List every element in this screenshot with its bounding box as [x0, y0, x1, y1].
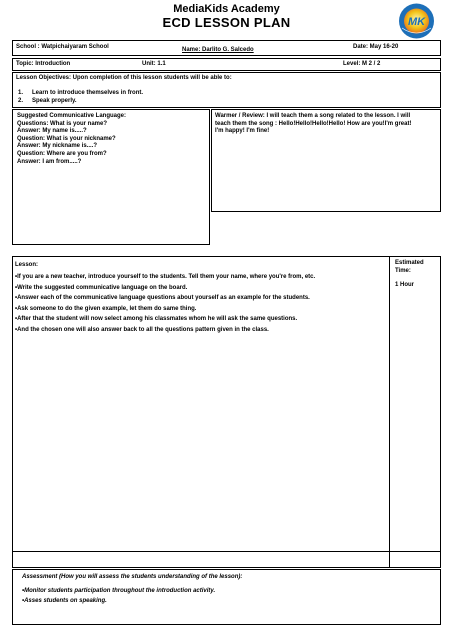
lesson-step: •Ask someone to do the given example, let them do same thing.	[15, 305, 197, 312]
level-field: Level: M 2 / 2	[343, 61, 381, 67]
school-field: School : Watpichaiyaram School	[16, 44, 109, 50]
estimated-time-label: Estimated Time:	[395, 260, 424, 274]
lesson-step: •And the chosen one will also answer back to all the questions pattern given in the class.	[15, 326, 269, 333]
assessment-items	[22, 586, 215, 606]
objective-item: 1. Learn to introduce themselves in front.	[18, 90, 144, 96]
warmer-text: Warmer / Review: I will teach them a song related to the lesson. I will teach them the song : Hello!Hello!Hello!Hello! How are you!I'm great! I'm happy! I'm fine!	[215, 113, 412, 135]
assessment-item: •Monitor students participation throughout the introduction activity.	[22, 588, 216, 594]
academy-logo	[394, 2, 439, 40]
teacher-name-field: Name: Darlito G. Salcedo	[182, 47, 254, 53]
unit-field: Unit: 1.1	[142, 61, 166, 67]
svg-text:MK: MK	[407, 16, 426, 28]
lesson-step: •Write the suggested communicative language on the board.	[15, 284, 188, 291]
lesson-step: •If you are a new teacher, introduce yourself to the students. Tell them your name, where you're from, etc.	[15, 274, 316, 280]
lesson-bottom-divider	[12, 551, 441, 552]
lesson-column-divider	[389, 256, 390, 568]
academy-title: MediaKids Academy	[173, 3, 280, 15]
objectives-heading: Lesson Objectives: Upon completion of this lesson students will be able to:	[16, 75, 232, 81]
lesson-plan-title: ECD LESSON PLAN	[162, 15, 291, 30]
assessment-heading: Assessment (How you will assess the students understanding of the lesson):	[22, 574, 243, 580]
lesson-step: •Answer each of the communicative language questions about yourself as an example for the students.	[15, 295, 310, 302]
assessment-item: •Asses students on speaking.	[22, 598, 107, 604]
date-field: Date: May 16-20	[353, 44, 399, 50]
lesson-heading: Lesson:	[15, 262, 39, 268]
lesson-steps	[15, 272, 315, 336]
objective-item: 2. Speak properly.	[18, 97, 77, 104]
communicative-language-text: Suggested Communicative Language: Questions: What is your name? Answer: My name is.....? Question: What is your nickname? Answer: My nickname is....? Question: Where are you from? Answer: I am from.....?	[17, 113, 127, 165]
lesson-step: •After that the student will now select among his classmates whom he will ask the same questions.	[15, 316, 298, 323]
topic-field: Topic: Introduction	[16, 61, 71, 67]
estimated-time-value: 1 Hour	[395, 282, 415, 288]
